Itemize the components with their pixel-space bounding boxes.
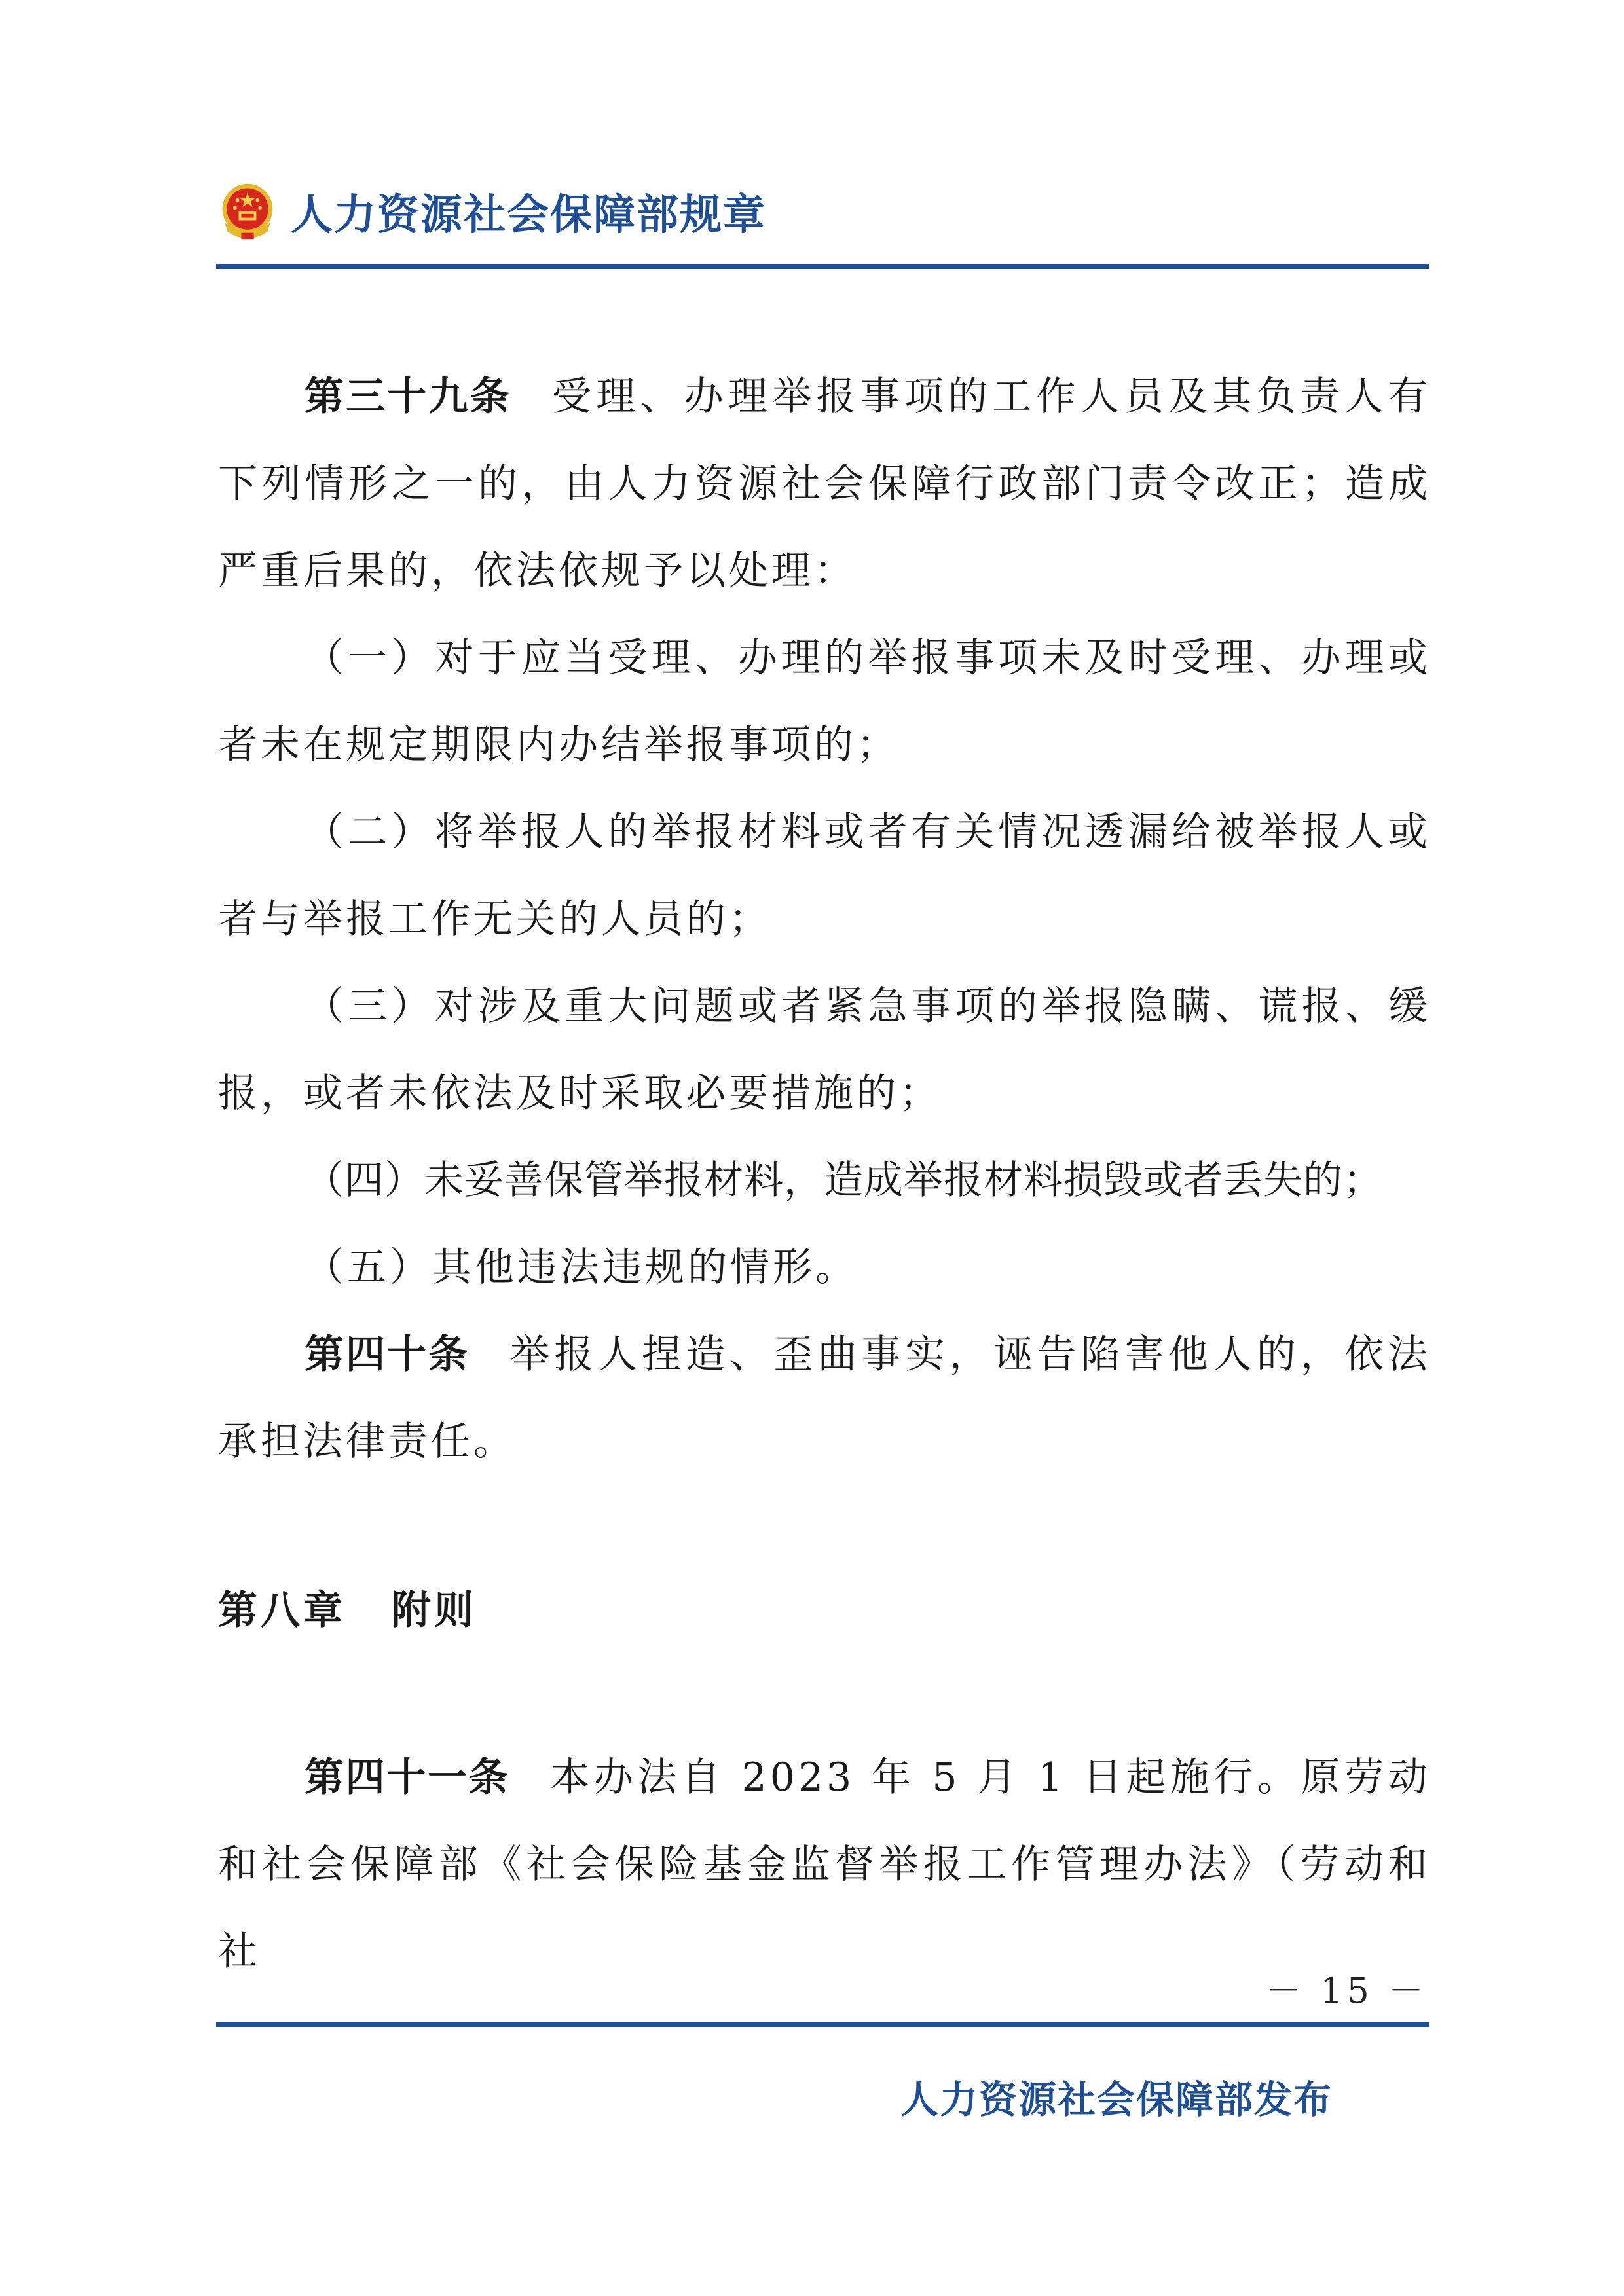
article-40-paragraph [218,1311,1431,1485]
article-39-item-5: （五）其他违法违规的情形。 [304,1245,858,1290]
article-41-heading: 第四十一条 [304,1755,510,1800]
article-40-body: 举报人捏造、歪曲事实，诬告陷害他人的，依法承担法律责任。 [218,1332,1431,1465]
page-header [216,175,766,247]
chapter-name: 附则 [392,1588,477,1633]
article-39-body: 受理、办理举报事项的工作人员及其负责人有下列情形之一的，由人力资源社会保障行政部门责令改正；造成严重后果的，依法依规予以处理： [218,374,1431,594]
article-39-heading: 第三十九条 [304,374,512,420]
article-39-item-3: （三）对涉及重大问题或者紧急事项的举报隐瞒、谎报、缓报，或者未依法及时采取必要措施的； [218,983,1431,1116]
article-41-paragraph [218,1734,1431,1995]
article-39-paragraph [218,354,1431,615]
national-emblem-icon [216,179,279,244]
document-body [218,354,1431,1995]
header-title: 人力资源社会保障部规章 [291,191,766,240]
article-39-item-4: （四）未妥善保管举报材料，造成举报材料损毁或者丢失的； [304,1157,1383,1203]
chapter-heading [218,1567,1431,1654]
chapter-number: 第八章 [218,1588,346,1633]
footer-divider [216,2022,1429,2027]
footer-publisher: 人力资源社会保障部发布 [900,2077,1333,2122]
article-41-body: 本办法自 2023 年 5 月 1 日起施行。原劳动和社会保障部《社会保险基金监督举报工作管理办法》（劳动和社 [218,1755,1431,1975]
article-40-heading: 第四十条 [304,1332,470,1377]
article-39-item-1: （一）对于应当受理、办理的举报事项未及时受理、办理或者未在规定期限内办结举报事项的； [218,635,1431,768]
header-divider [216,264,1429,269]
page-number: － 15 － [1265,1970,1428,2011]
article-39-item-2: （二）将举报人的举报材料或者有关情况透漏给被举报人或者与举报工作无关的人员的； [218,809,1431,942]
